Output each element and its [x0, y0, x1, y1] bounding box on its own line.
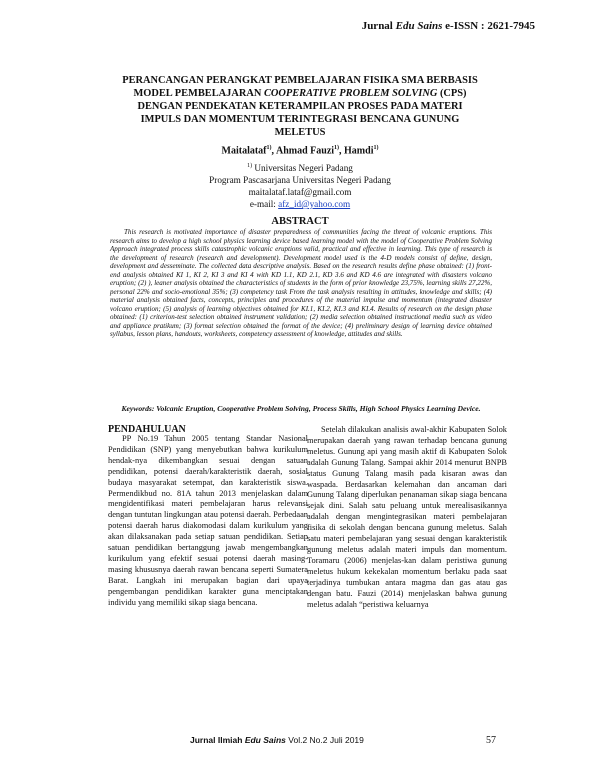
title-line-2: [95, 87, 505, 100]
keywords: [110, 404, 492, 414]
header-journal-prefix: Jurnal: [361, 20, 393, 32]
author-1: Maitalataf: [221, 145, 267, 157]
author-2-sup: 1): [334, 145, 340, 151]
title-line-2-pre: MODEL PEMBELAJARAN: [133, 88, 262, 99]
author-list: Maitalataf$^{1)}$, Ahmad Fauzi$^{1)}$, Hamdi$^{1)}$: [221, 145, 379, 157]
footer-journal-name: Edu Sains: [244, 735, 286, 745]
page-number: 57: [486, 735, 496, 746]
body-column-right: Setelah dilakukan analisis awal-akhir Kabupaten Solok merupakan daerah yang rawan terhadap bencana gunung meletus. Gunung api yang masih aktif di Kabupaten Solok adalah Gunung Talang. Sampai akhir 2014 menurut BNPB status Gunung Talang masih pada kisaran awas dan waspada. Berdasarkan kelemahan dan ancaman dari Gunung Talang diperlukan penanaman sikap siaga bencana sejak dini. Salah satu peluang untuk merealisasikannya adalah dengan mengintegrasikan materi pembelajaran fisika di sekolah dengan bencana gunung meletus. Salah satu materi pembelajaran yang sesuai dengan karakteristik gunung meletus adalah materi impuls dan momentum. Toramaru (2006) menjelas-kan dalam peristiwa gunung meletus hukum kekekalan momentum berlaku pada saat terjadinya tumbukan antara magma dan gas atau gas dengan batu. Fauzi (2014) menjelaskan bahwa gunung meletus adalah “peristiwa keluarnya: [307, 425, 507, 609]
paper-title: [95, 74, 505, 139]
page-footer: [190, 735, 496, 745]
title-line-2-post: (CPS): [439, 88, 467, 99]
footer-journal-prefix: Jurnal Ilmiah: [190, 735, 243, 745]
author-3: Hamdi: [344, 145, 374, 157]
journal-header: [362, 20, 535, 32]
keywords-label: Keywords:: [121, 404, 155, 413]
affil-email-label: e-mail:: [249, 199, 276, 210]
title-line-4: IMPULS DAN MOMENTUM TERINTEGRASI BENCANA GUNUNG: [140, 114, 460, 125]
title-line-1: PERANCANGAN PERANGKAT PEMBELAJARAN FISIKA SMA BERBASIS: [122, 75, 478, 86]
section-heading: PENDAHULUAN: [108, 424, 186, 435]
abstract-text: This research is motivated importance of disaster preparedness of communities facing the threat of volcanic eruptions. This research aims to develop a high school physics learning device based learning model with the model of Cooperative Problem Solving Approach integrated process skills catastrophic volcanic eruptions valid, practical and effective in learning. This type of research is the development of research (research and development). Development model used is the 4-D models consist of define, design, development and desseminate. The collected data descriptive analysis. Based on the research results define phase obtained: (1) front-end analysis obtained KI 1, KI 2, KI 3 and KI 4 with KD 1.1, KD 2.1, KD 3.6 and KD 4.6 are integrated with disasters volcano eruption; (2) ), leaner analysis obtained the characteristics of students in the form of prior knowledge 23,75%, learning skills 27,22%, personal 22% and socio-emotional 35%; (3) competency task From the task analysis resulting in attitudes, knowledge and skills; (4) material analysis obtained facts, concepts, principles and procedures of the material impulse and momentum (integrated disaster volcano eruption; (5) analysis of learning objectives obtained for KI.1, KI.2, KI.3 and KI.4. Results of research on the design phase obtained: (1) criterion-test selection obtained instrument validation; (2) media selection obtained instructional media such as video and appliance pratikum; (3) format selection obtained the format of the device; (4) preliminary design of learning device obtained syllabus, lesson plans, handouts, worksheets, competency assessment of knowledge, attitudes and skills.: [110, 228, 492, 338]
author-2: Ahmad Fauzi: [275, 145, 335, 157]
title-line-3: DENGAN PENDEKATAN KETERAMPILAN PROSES PADA MATERI: [137, 101, 463, 112]
title-line-5: MELETUS: [274, 127, 326, 138]
author-3-sup: 1): [373, 145, 379, 151]
title-line-2-italic: COOPERATIVE PROBLEM SOLVING: [263, 88, 438, 99]
affil-university: Universitas Negeri Padang: [254, 163, 353, 174]
header-journal-name: Edu Sains: [395, 20, 443, 32]
affiliation-block: [0, 160, 600, 210]
header-issn: e-ISSN : 2621-7945: [445, 20, 535, 32]
affil-program: Program Pascasarjana Universitas Negeri Padang: [209, 175, 391, 186]
keywords-text: Volcanic Eruption, Cooperative Problem Solving, Process Skills, High School Physics Learning Device.: [156, 404, 481, 413]
affil-email-link[interactable]: afz_id@yahoo.com: [278, 199, 351, 210]
abstract-heading: ABSTRACT: [271, 216, 329, 227]
affil-sup: 1): [247, 163, 253, 169]
affil-email-1: maitalataf.lataf@gmail.com: [248, 187, 352, 198]
body-column-left: PP No.19 Tahun 2005 tentang Standar Nasional Pendidikan (SNP) yang menyebutkan bahwa kurikulum hendak-nya dikembangkan sesuai dengan satuan pendidikan, potensi daerah/karakteristik daerah, sosial budaya masyarakat setempat, dan karakteristik siswa. Permendikbud no. 81A tahun 2013 menjelaskan dalam mengidentifikasi materi pembelajaran harus relevansi dengan tuntutan lingkungan atau potensi daerah. Perbedaan potensi daerah harus diakomodasi dalam kurikulum yang akan dilaksanakan pada setiap satuan pendidikan. Setiap satuan pendidikan bertanggung jawab mengembangkan kurikulum yang efektif sesuai potensi daerah masing-masing khususnya daerah rawan bencana seperti Sumatera Barat. Langkah ini merupakan bagian dari upaya pengembangan pendidikan karakter guna menciptakan individu yang memiliki sikap siaga bencana.: [108, 434, 308, 607]
author-1-sup: 1): [266, 145, 272, 151]
footer-volume: Vol.2 No.2 Juli 2019: [288, 735, 364, 745]
